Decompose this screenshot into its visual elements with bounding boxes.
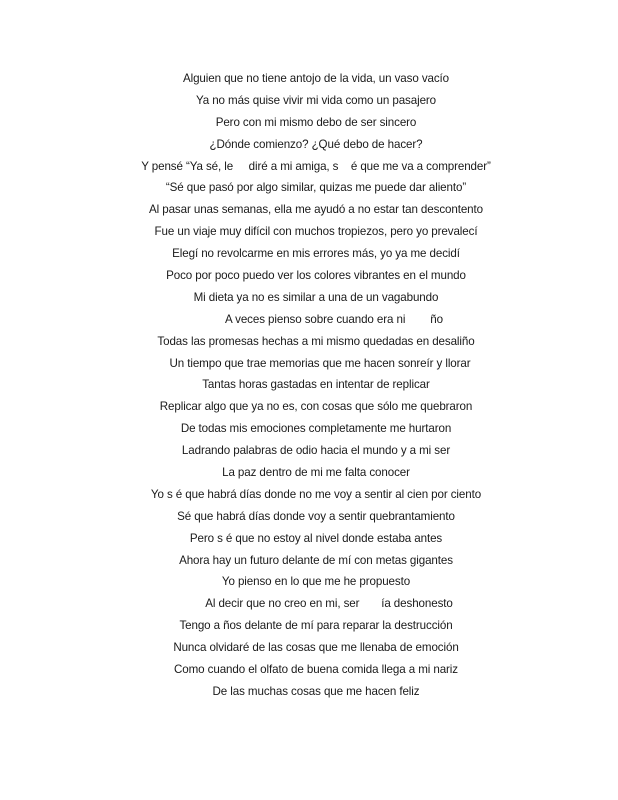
poem-line-26: Tengo a ños delante de mí para reparar la destrucción: [179, 619, 453, 633]
poem-line-27: Nunca olvidaré de las cosas que me llenaba de emoción: [173, 641, 459, 655]
poem-line-8: Fue un viaje muy difícil con muchos tropiezos, pero yo prevalecí: [154, 225, 478, 239]
poem-line-7: Al pasar unas semanas, ella me ayudó a no estar tan descontento: [149, 203, 483, 217]
poem-line-15: Tantas horas gastadas en intentar de replicar: [202, 378, 430, 392]
poem-line-11: Mi dieta ya no es similar a una de un vagabundo: [193, 290, 439, 304]
poem-line-16: Replicar algo que ya no es, con cosas que sólo me quebraron: [159, 400, 473, 414]
poem-line-17: De todas mis emociones completamente me hurtaron: [180, 422, 452, 436]
poem-line-29: De las muchas cosas que me hacen feliz: [212, 684, 420, 698]
poem-line-12: A veces pienso sobre cuando era ni ño: [225, 312, 443, 326]
poem-line-10: Poco por poco puedo ver los colores vibrantes en el mundo: [166, 269, 466, 283]
poem-line-3: Pero con mi mismo debo de ser sincero: [215, 115, 417, 129]
poem-line-28: Como cuando el olfato de buena comida llega a mi nariz: [174, 663, 458, 677]
poem-line-25: Al decir que no creo en mi, ser ía deshonesto: [205, 597, 453, 611]
poem-body: [0, 68, 618, 703]
poem-line-19: La paz dentro de mi me falta conocer: [222, 466, 410, 480]
poem-line-23: Ahora hay un futuro delante de mí con metas gigantes: [179, 553, 453, 567]
poem-line-2: Ya no más quise vivir mi vida como un pasajero: [195, 93, 437, 107]
poem-line-21: Sé que habrá días donde voy a sentir quebrantamiento: [177, 509, 455, 523]
poem-line-6: “Sé que pasó por algo similar, quizas me puede dar aliento”: [165, 181, 467, 195]
poem-line-18: Ladrando palabras de odio hacia el mundo y a mi ser: [181, 444, 451, 458]
poem-line-22: Pero s é que no estoy al nivel donde estaba antes: [189, 531, 443, 545]
poem-line-1: Alguien que no tiene antojo de la vida, un vaso vacío: [182, 72, 450, 85]
poem-line-20: Yo s é que habrá días donde no me voy a sentir al cien por ciento: [150, 487, 482, 501]
poem-line-24: Yo pienso en lo que me he propuesto: [221, 575, 411, 589]
poem-line-9: Elegí no revolcarme en mis errores más, yo ya me decidí: [172, 247, 460, 261]
poem-line-4: ¿Dónde comienzo? ¿Qué debo de hacer?: [209, 137, 423, 151]
poem-line-13: Todas las promesas hechas a mi mismo quedadas en desaliño: [157, 334, 475, 348]
poem-line-5: Y pensé “Ya sé, le diré a mi amiga, s é que me va a comprender”: [141, 159, 491, 173]
poem-line-14: Un tiempo que trae memorias que me hacen sonreír y llorar: [169, 356, 471, 370]
